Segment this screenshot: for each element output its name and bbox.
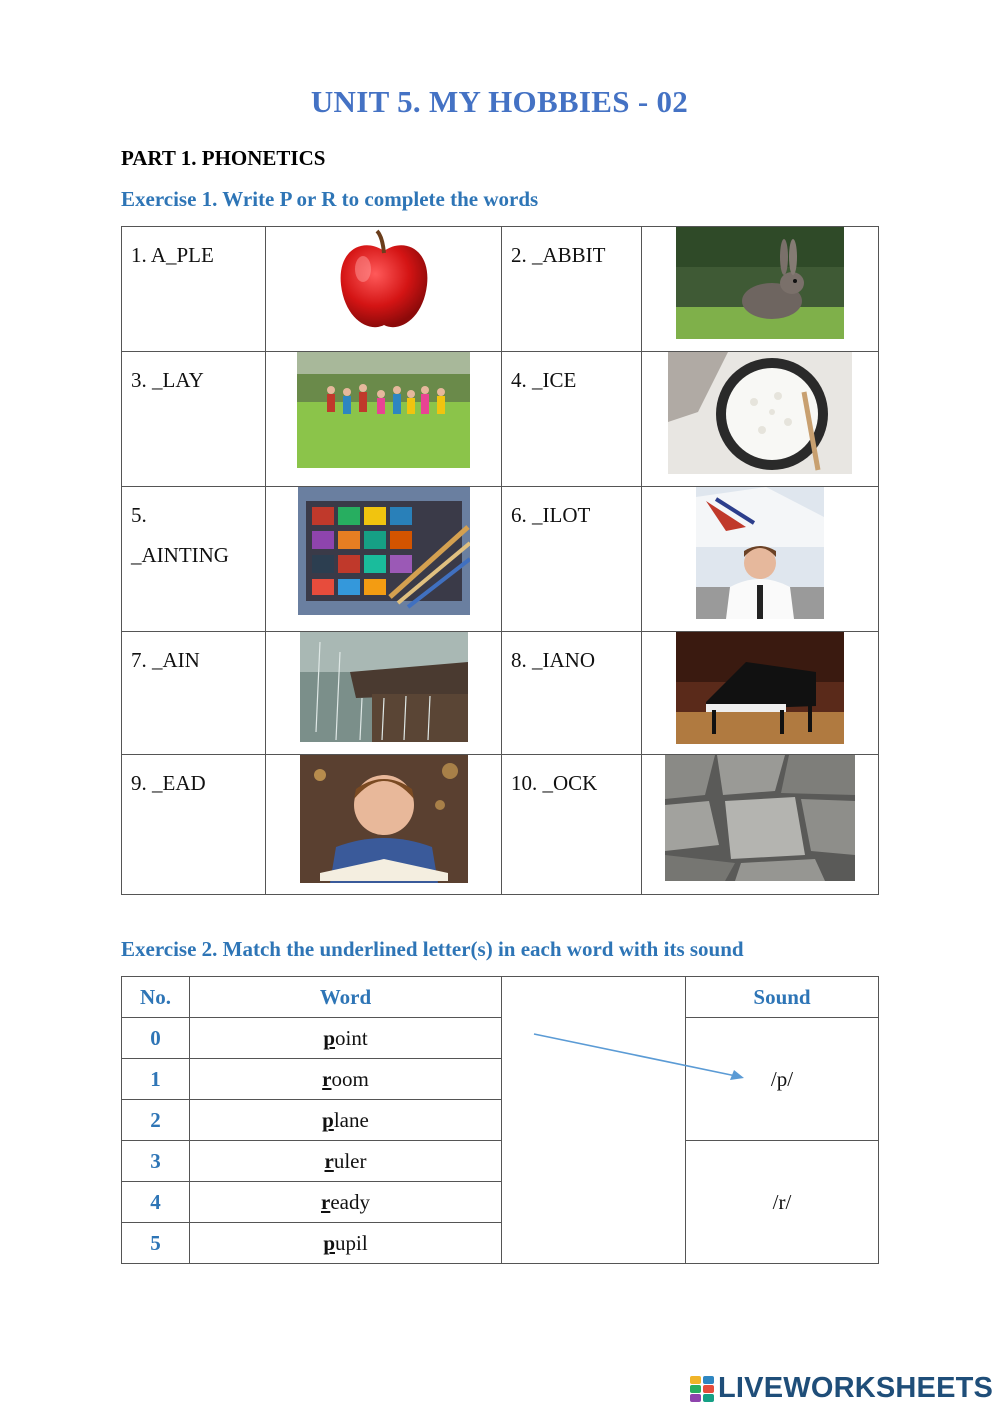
row-number: 3 — [122, 1141, 190, 1182]
brand-name: LIVEWORKSHEETS — [718, 1372, 994, 1404]
word-label: 10. _OCK — [511, 771, 598, 795]
word-item[interactable]: ready — [190, 1182, 502, 1223]
exercise2-table — [121, 976, 879, 1264]
paint-palette-image — [298, 487, 470, 615]
row-number: 0 — [122, 1018, 190, 1059]
row-number: 4 — [122, 1182, 190, 1223]
word-label: 5. _AINTING — [131, 503, 229, 567]
word-cell[interactable] — [502, 632, 642, 755]
part-heading: PART 1. PHONETICS — [121, 146, 326, 170]
word-label: 4. _ICE — [511, 368, 577, 392]
rocks-image — [665, 755, 855, 881]
row-number: 2 — [122, 1100, 190, 1141]
pilot-image — [696, 487, 824, 619]
exercise1-heading: Exercise 1. Write P or R to complete the words — [121, 187, 539, 211]
brand-logo — [690, 1372, 993, 1405]
exercise1-table — [121, 226, 879, 895]
rain-image — [300, 632, 468, 742]
sound-r[interactable]: /r/ — [686, 1141, 879, 1264]
page-title: UNIT 5. MY HOBBIES - 02 — [310, 84, 689, 119]
header-word: Word — [190, 977, 502, 1018]
example-match-arrow — [532, 1028, 748, 1084]
row-number: 1 — [122, 1059, 190, 1100]
word-label: 1. A_PLE — [131, 243, 214, 267]
match-area[interactable] — [502, 977, 686, 1264]
word-label: 9. _EAD — [131, 771, 206, 795]
header-no: No. — [122, 977, 190, 1018]
word-cell[interactable] — [122, 632, 266, 755]
word-label: 3. _LAY — [131, 368, 204, 392]
word-cell[interactable] — [502, 352, 642, 487]
word-label: 7. _AIN — [131, 648, 200, 672]
children-playing-image — [297, 352, 470, 468]
header-sound: Sound — [686, 977, 879, 1018]
rice-bowl-image — [668, 352, 852, 474]
word-cell[interactable] — [502, 227, 642, 352]
boy-reading-image — [300, 755, 468, 883]
word-item[interactable]: ruler — [190, 1141, 502, 1182]
word-label: 6. _ILOT — [511, 503, 591, 527]
word-cell[interactable] — [122, 352, 266, 487]
piano-image — [676, 632, 844, 744]
word-label: 2. _ABBIT — [511, 243, 606, 267]
exercise2-heading: Exercise 2. Match the underlined letter(s) in each word with its sound — [121, 937, 744, 961]
word-cell[interactable] — [502, 487, 642, 632]
word-item[interactable]: plane — [190, 1100, 502, 1141]
rabbit-image — [676, 227, 844, 339]
apple-image — [329, 227, 439, 339]
liveworksheets-logo-icon — [690, 1376, 714, 1402]
word-item[interactable]: pupil — [190, 1223, 502, 1264]
word-label: 8. _IANO — [511, 648, 595, 672]
word-cell[interactable] — [122, 227, 266, 352]
word-cell[interactable] — [502, 755, 642, 895]
row-number: 5 — [122, 1223, 190, 1264]
word-item[interactable]: point — [190, 1018, 502, 1059]
word-item[interactable]: room — [190, 1059, 502, 1100]
word-cell[interactable] — [122, 487, 266, 632]
word-cell[interactable] — [122, 755, 266, 895]
sound-p[interactable]: /p/ — [686, 1018, 879, 1141]
